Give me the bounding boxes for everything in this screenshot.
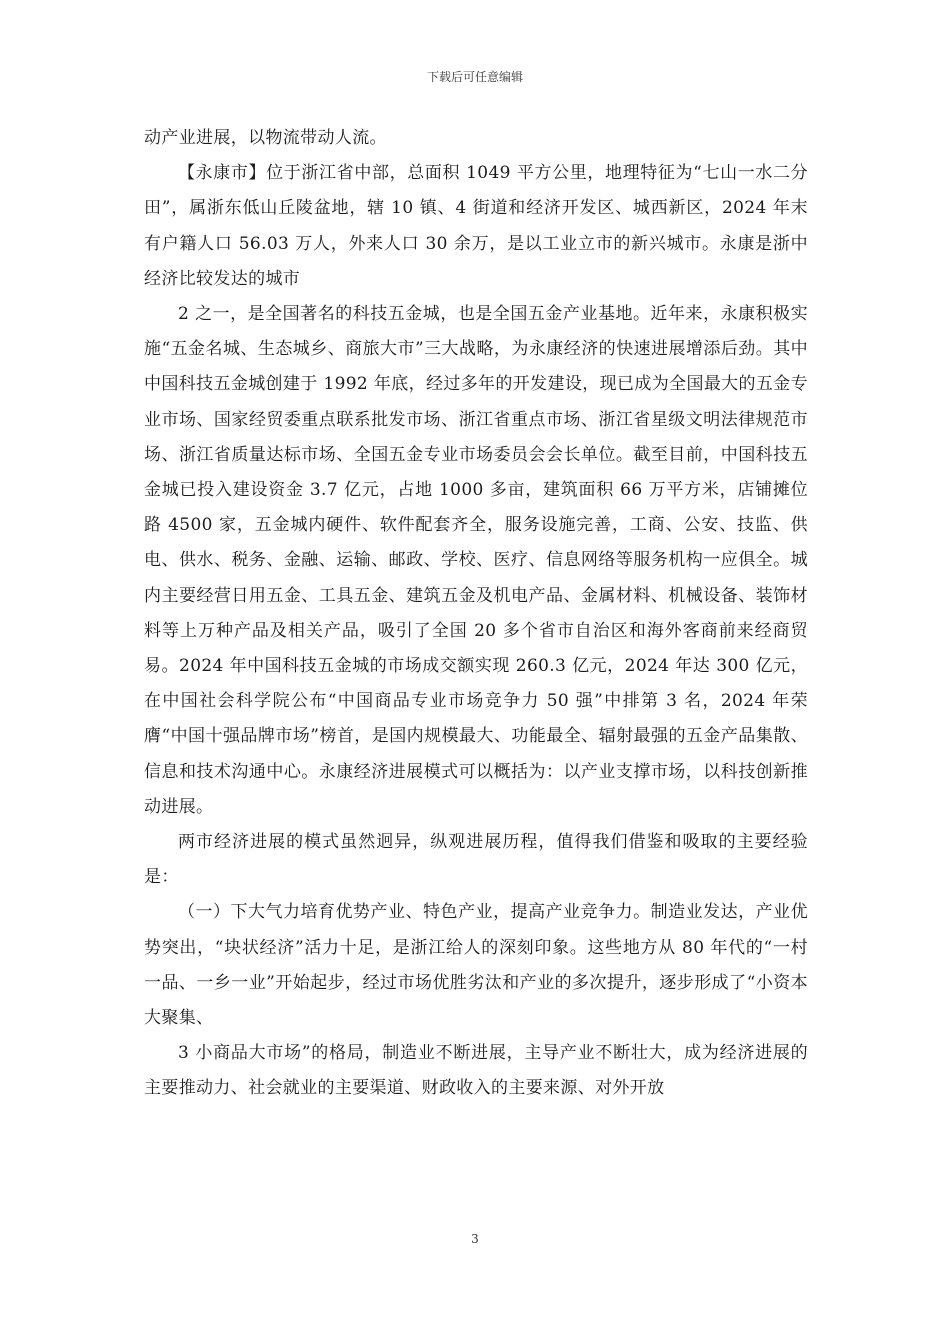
paragraph: 动产业进展，以物流带动人流。	[144, 128, 387, 148]
page-header-note: 下载后可任意编辑	[426, 70, 523, 84]
paragraph: 【永康市】位于浙江省中部，总面积 1049 平方公里，地理特征为“七山一水二分田”，属浙东低山丘陵盆地，辖 10 镇、4 街道和经济开发区、城西新区，2024 年末有户籍人口 56.03 万人，外来人口 30 余万，是以工业立市的新兴城市。永康是浙中经济比较发达的城市	[144, 163, 808, 289]
paragraph: 3 小商品大市场”的格局，制造业不断进展，主导产业不断壮大，成为经济进展的主要推动力、社会就业的主要渠道、财政收入的主要来源、对外开放	[144, 1043, 808, 1099]
document-body	[144, 121, 808, 1107]
paragraph: 2 之一，是全国著名的科技五金城，也是全国五金产业基地。近年来，永康积极实施“五金名城、生态城乡、商旅大市”三大战略，为永康经济的快速进展增添后劲。其中中国科技五金城创建于 1992 年底，经过多年的开发建设，现已成为全国最大的五金专业市场、国家经贸委重点联系批发市场、浙江省重点市场、浙江省星级文明法律规范市场、浙江省质量达标市场、全国五金专业市场委员会会长单位。截至目前，中国科技五金城已投入建设资金 3.7 亿元，占地 1000 多亩，建筑面积 66 万平方米，店铺摊位路 4500 家，五金城内硬件、软件配套齐全，服务设施完善，工商、公安、技监、供电、供水、税务、金融、运输、邮政、学校、医疗、信息网络等服务机构一应俱全。城内主要经营日用五金、工具五金、建筑五金及机电产品、金属材料、机械设备、装饰材料等上万种产品及相关产品，吸引了全国 20 多个省市自治区和海外客商前来经商贸易。2024 年中国科技五金城的市场成交额实现 260.3 亿元，2024 年达 300 亿元，在中国社会科学院公布“中国商品专业市场竞争力 50 强”中排第 3 名，2024 年荣膺“中国十强品牌市场”榜首，是国内规模最大、功能最全、辐射最强的五金产品集散、信息和技术沟通中心。永康经济进展模式可以概括为：以产业支撑市场，以科技创新推动进展。	[144, 304, 808, 817]
paragraph: 两市经济进展的模式虽然迥异，纵观进展历程，值得我们借鉴和吸取的主要经验是：	[144, 832, 808, 888]
page-number: 3	[471, 1232, 479, 1246]
paragraph: （一）下大气力培育优势产业、特色产业，提高产业竞争力。制造业发达，产业优势突出，“块状经济”活力十足，是浙江给人的深刻印象。这些地方从 80 年代的“一村一品、一乡一业”开始起步，经过市场优胜劣汰和产业的多次提升，逐步形成了“小资本大聚集、	[144, 902, 808, 1029]
